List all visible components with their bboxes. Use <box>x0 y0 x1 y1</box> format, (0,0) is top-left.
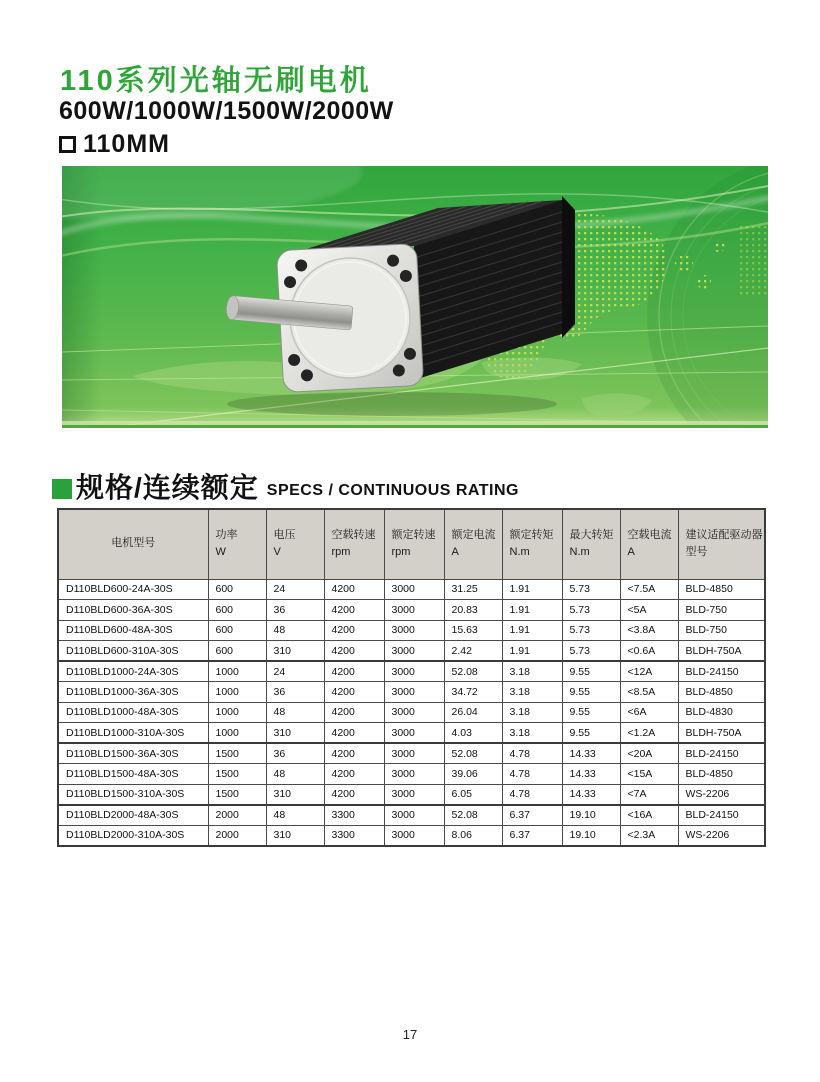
table-cell: BLDH-750A <box>678 723 765 744</box>
table-cell: 9.55 <box>562 723 620 744</box>
table-cell: 600 <box>208 641 266 662</box>
table-cell: 6.37 <box>502 825 562 846</box>
table-cell: 4.78 <box>502 743 562 764</box>
table-cell: 4200 <box>324 579 384 600</box>
table-cell: D110BLD1500-310A-30S <box>58 784 208 805</box>
table-cell: 3300 <box>324 805 384 826</box>
table-cell: 3000 <box>384 661 444 682</box>
table-cell: 52.08 <box>444 661 502 682</box>
table-cell: 31.25 <box>444 579 502 600</box>
table-cell: 5.73 <box>562 579 620 600</box>
column-header: 空载转速 rpm <box>324 509 384 579</box>
table-cell: 20.83 <box>444 600 502 621</box>
table-row <box>58 641 765 662</box>
table-cell: D110BLD1000-48A-30S <box>58 702 208 723</box>
table-cell: <3.8A <box>620 620 678 641</box>
table-cell: 48 <box>266 764 324 785</box>
table-cell: 4200 <box>324 620 384 641</box>
table-cell: 3000 <box>384 702 444 723</box>
table-cell: 1000 <box>208 723 266 744</box>
table-cell: <16A <box>620 805 678 826</box>
table-cell: 48 <box>266 702 324 723</box>
table-cell: WS-2206 <box>678 784 765 805</box>
table-cell: 3000 <box>384 579 444 600</box>
column-header: 功率 W <box>208 509 266 579</box>
table-cell: <0.6A <box>620 641 678 662</box>
table-cell: 1.91 <box>502 641 562 662</box>
column-header: 最大转矩 N.m <box>562 509 620 579</box>
column-header: 电机型号 <box>58 509 208 579</box>
table-cell: 4200 <box>324 661 384 682</box>
table-cell: 52.08 <box>444 743 502 764</box>
square-outline-icon <box>59 136 76 153</box>
table-cell: 26.04 <box>444 702 502 723</box>
table-row <box>58 620 765 641</box>
table-cell: 4200 <box>324 743 384 764</box>
table-cell: 1500 <box>208 764 266 785</box>
table-cell: 19.10 <box>562 825 620 846</box>
section-header <box>52 474 519 502</box>
table-cell: 3.18 <box>502 723 562 744</box>
table-cell: 36 <box>266 600 324 621</box>
table-cell: WS-2206 <box>678 825 765 846</box>
table-cell: BLD-750 <box>678 600 765 621</box>
table-cell: 3.18 <box>502 702 562 723</box>
table-cell: 3000 <box>384 764 444 785</box>
table-row <box>58 784 765 805</box>
table-cell: 3300 <box>324 825 384 846</box>
table-cell: <8.5A <box>620 682 678 703</box>
table-cell: BLD-24150 <box>678 743 765 764</box>
product-hero-image <box>62 166 768 428</box>
table-cell: 8.06 <box>444 825 502 846</box>
table-cell: 1500 <box>208 743 266 764</box>
column-header: 额定电流 A <box>444 509 502 579</box>
table-row <box>58 661 765 682</box>
table-cell: D110BLD600-24A-30S <box>58 579 208 600</box>
table-cell: 3000 <box>384 743 444 764</box>
table-cell: BLD-4850 <box>678 682 765 703</box>
table-cell: 39.06 <box>444 764 502 785</box>
table-cell: 310 <box>266 784 324 805</box>
table-cell: BLD-4850 <box>678 579 765 600</box>
table-cell: 2000 <box>208 805 266 826</box>
table-cell: 36 <box>266 743 324 764</box>
table-row <box>58 702 765 723</box>
table-cell: <2.3A <box>620 825 678 846</box>
table-cell: 5.73 <box>562 641 620 662</box>
table-cell: 14.33 <box>562 784 620 805</box>
table-cell: 1.91 <box>502 620 562 641</box>
table-cell: 4200 <box>324 600 384 621</box>
table-cell: BLDH-750A <box>678 641 765 662</box>
table-cell: 14.33 <box>562 743 620 764</box>
frame-size-label <box>59 130 170 159</box>
table-cell: 3000 <box>384 682 444 703</box>
table-cell: 3000 <box>384 825 444 846</box>
table-cell: 1000 <box>208 661 266 682</box>
table-row <box>58 805 765 826</box>
page-number: 17 <box>402 1027 418 1042</box>
table-cell: 5.73 <box>562 620 620 641</box>
table-cell: 4200 <box>324 641 384 662</box>
table-row <box>58 682 765 703</box>
spec-table-header-row <box>58 509 765 579</box>
table-cell: 52.08 <box>444 805 502 826</box>
table-cell: D110BLD600-310A-30S <box>58 641 208 662</box>
power-subtitle: 600W/1000W/1500W/2000W <box>59 97 394 125</box>
table-cell: 4.78 <box>502 764 562 785</box>
table-cell: 36 <box>266 682 324 703</box>
table-cell: 6.05 <box>444 784 502 805</box>
table-cell: 15.63 <box>444 620 502 641</box>
table-cell: 4200 <box>324 682 384 703</box>
table-cell: 600 <box>208 600 266 621</box>
table-cell: 3000 <box>384 641 444 662</box>
column-header: 额定转矩 N.m <box>502 509 562 579</box>
table-cell: <7A <box>620 784 678 805</box>
table-cell: 4.03 <box>444 723 502 744</box>
table-cell: BLD-4830 <box>678 702 765 723</box>
table-cell: 310 <box>266 825 324 846</box>
table-cell: 3.18 <box>502 661 562 682</box>
table-cell: D110BLD1500-48A-30S <box>58 764 208 785</box>
table-cell: 600 <box>208 579 266 600</box>
table-cell: <1.2A <box>620 723 678 744</box>
table-cell: BLD-750 <box>678 620 765 641</box>
table-cell: 2.42 <box>444 641 502 662</box>
frame-size-text: 110MM <box>83 130 170 158</box>
table-cell: 4200 <box>324 723 384 744</box>
table-cell: BLD-24150 <box>678 805 765 826</box>
table-cell: 48 <box>266 805 324 826</box>
table-cell: <6A <box>620 702 678 723</box>
table-cell: 1.91 <box>502 600 562 621</box>
table-cell: <7.5A <box>620 579 678 600</box>
spec-table <box>57 508 766 847</box>
table-cell: <5A <box>620 600 678 621</box>
table-cell: 4200 <box>324 702 384 723</box>
table-cell: 5.73 <box>562 600 620 621</box>
table-cell: 1500 <box>208 784 266 805</box>
column-header: 电压 V <box>266 509 324 579</box>
table-cell: 3000 <box>384 805 444 826</box>
table-row <box>58 764 765 785</box>
table-cell: 1000 <box>208 682 266 703</box>
table-cell: D110BLD1000-310A-30S <box>58 723 208 744</box>
section-title-cn: 规格/连续额定 <box>76 472 259 503</box>
table-cell: D110BLD2000-310A-30S <box>58 825 208 846</box>
table-cell: D110BLD600-36A-30S <box>58 600 208 621</box>
table-cell: <20A <box>620 743 678 764</box>
table-cell: 1.91 <box>502 579 562 600</box>
table-cell: 24 <box>266 579 324 600</box>
table-cell: BLD-4850 <box>678 764 765 785</box>
section-title-en: SPECS / CONTINUOUS RATING <box>266 482 519 499</box>
table-cell: 1000 <box>208 702 266 723</box>
table-cell: D110BLD1500-36A-30S <box>58 743 208 764</box>
table-cell: 9.55 <box>562 661 620 682</box>
table-cell: 3000 <box>384 620 444 641</box>
table-cell: D110BLD2000-48A-30S <box>58 805 208 826</box>
green-square-icon <box>52 479 72 499</box>
table-row <box>58 579 765 600</box>
table-row <box>58 743 765 764</box>
table-cell: 24 <box>266 661 324 682</box>
table-cell: 3.18 <box>502 682 562 703</box>
spec-table-body <box>58 579 765 846</box>
table-cell: 9.55 <box>562 682 620 703</box>
table-cell: 4200 <box>324 784 384 805</box>
table-cell: 600 <box>208 620 266 641</box>
table-cell: 34.72 <box>444 682 502 703</box>
table-cell: D110BLD1000-24A-30S <box>58 661 208 682</box>
table-cell: <15A <box>620 764 678 785</box>
table-cell: D110BLD600-48A-30S <box>58 620 208 641</box>
column-header: 建议适配驱动器型号 <box>678 509 765 579</box>
table-cell: 6.37 <box>502 805 562 826</box>
table-cell: 4.78 <box>502 784 562 805</box>
table-cell: 3000 <box>384 784 444 805</box>
table-cell: 4200 <box>324 764 384 785</box>
table-cell: 9.55 <box>562 702 620 723</box>
table-cell: 310 <box>266 641 324 662</box>
table-cell: 3000 <box>384 723 444 744</box>
table-cell: 48 <box>266 620 324 641</box>
table-cell: 3000 <box>384 600 444 621</box>
table-cell: BLD-24150 <box>678 661 765 682</box>
table-cell: <12A <box>620 661 678 682</box>
table-cell: 310 <box>266 723 324 744</box>
column-header: 额定转速 rpm <box>384 509 444 579</box>
table-cell: 2000 <box>208 825 266 846</box>
table-cell: 14.33 <box>562 764 620 785</box>
table-cell: 19.10 <box>562 805 620 826</box>
table-cell: D110BLD1000-36A-30S <box>58 682 208 703</box>
table-row <box>58 825 765 846</box>
column-header: 空载电流 A <box>620 509 678 579</box>
table-row <box>58 723 765 744</box>
page-title: 110系列光轴无刷电机 <box>60 65 372 97</box>
table-row <box>58 600 765 621</box>
